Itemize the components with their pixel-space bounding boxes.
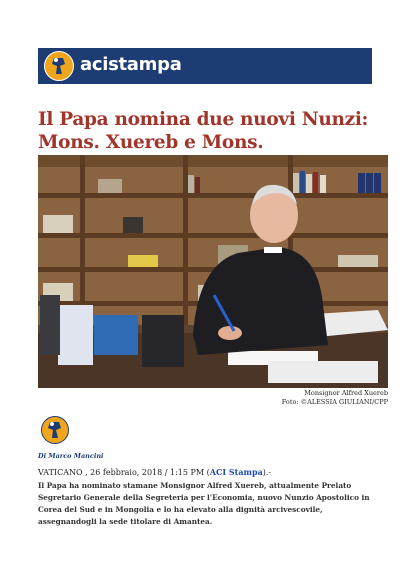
photo-caption — [282, 389, 388, 407]
headline-line-1: Il Papa nomina due nuovi Nunzi: — [38, 109, 369, 130]
brand-name: acistampa — [80, 54, 182, 75]
caption-credit: Foto: ©ALESSIA GIULIANI/CPP — [281, 398, 388, 406]
article-author: Di Marco Mancini — [38, 452, 104, 460]
dateline-prefix: VATICANO , 26 febbraio, 2018 / 1:15 PM ( — [38, 468, 210, 477]
article-body: Il Papa ha nominato stamane Monsignor Alfred Xuereb, attualmente Prelato Segretario Generale della Segreteria per l'Economia, nuovo Nunzio Apostolico in Corea del Sud e in Mongolia e lo ha elevato alla dignità arcivescovile, assegnandogli la sede titolare di Amantea. — [38, 481, 370, 526]
article-dateline — [38, 467, 378, 477]
dateline-suffix: ).- — [262, 468, 272, 477]
site-header-banner[interactable] — [38, 48, 372, 84]
article-photo — [38, 155, 388, 388]
acistampa-logo-icon — [44, 51, 74, 81]
headline-line-2: Mons. Xuereb e Mons. — [38, 132, 264, 153]
author-logo-icon — [41, 416, 69, 444]
caption-name: Monsignor Alfred Xuereb — [304, 389, 388, 397]
aci-stampa-link[interactable]: ACI Stampa — [209, 467, 263, 477]
